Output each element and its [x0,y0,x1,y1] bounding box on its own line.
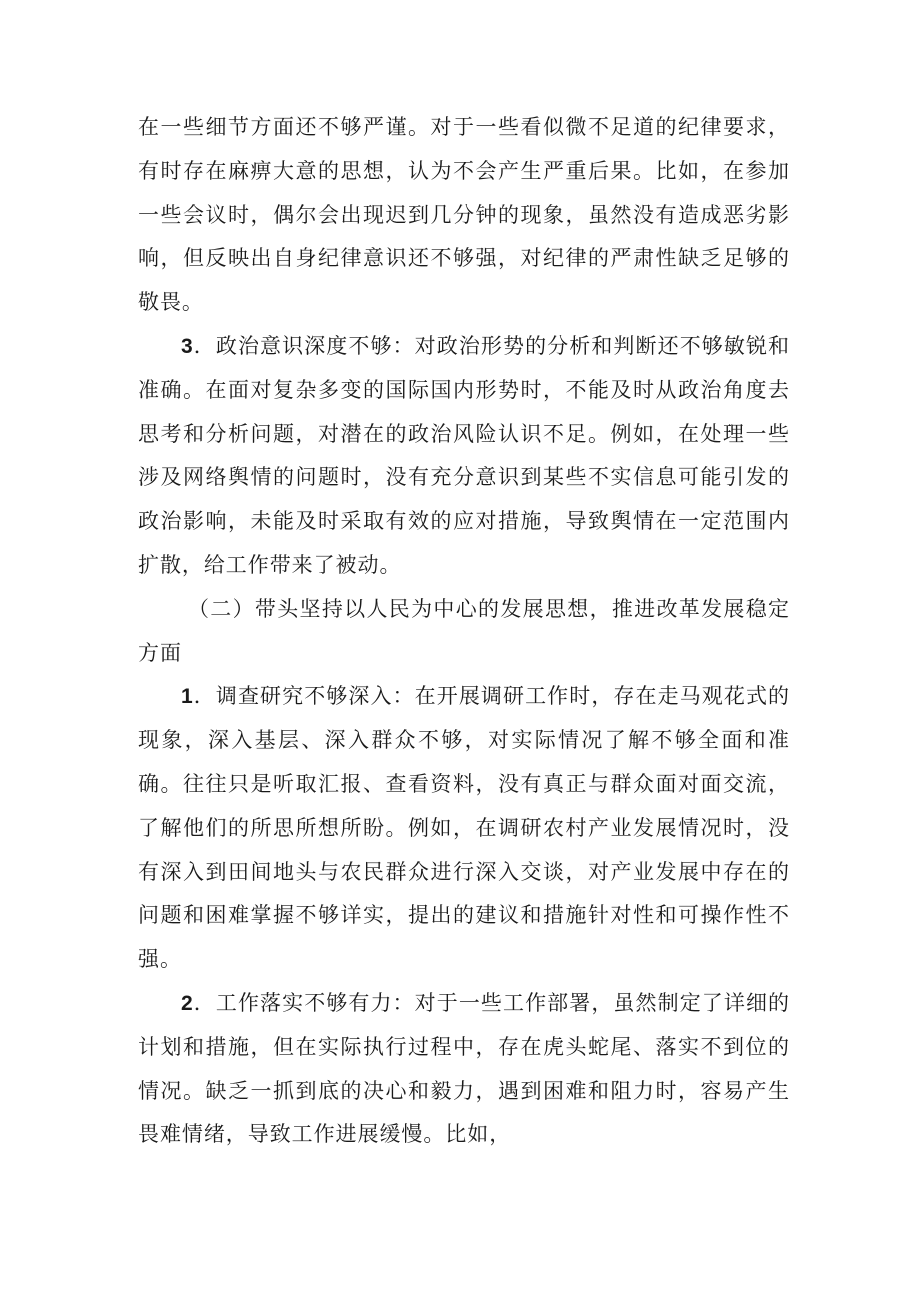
paragraph-continuation [138,106,790,325]
section-heading-text: （二）带头坚持以人民为中心的发展思想，推进改革发展稳定方面 [138,596,790,665]
paragraph-text: ．工作落实不够有力：对于一些工作部署，虽然制定了详细的计划和措施，但在实际执行过程中，存在虎头蛇尾、落实不到位的情况。缺乏一抓到底的决心和毅力，遇到困难和阻力时，容易产生畏难情绪，导致工作进展缓慢。比如， [138,990,790,1147]
item-number: 1 [181,685,194,709]
paragraph-item-1 [138,675,790,982]
paragraph-text: 在一些细节方面还不够严谨。对于一些看似微不足道的纪律要求，有时存在麻痹大意的思想，认为不会产生严重后果。比如，在参加一些会议时，偶尔会出现迟到几分钟的现象，虽然没有造成恶劣影响，但反映出自身纪律意识还不够强，对纪律的严肃性缺乏足够的敬畏。 [138,115,790,315]
item-number: 3 [181,334,194,358]
paragraph-item-2 [138,982,790,1157]
document-body [138,106,790,1157]
item-number: 2 [181,991,194,1015]
paragraph-item-3 [138,325,790,588]
paragraph-text: ．政治意识深度不够：对政治形势的分析和判断还不够敏锐和准确。在面对复杂多变的国际国内形势时，不能及时从政治角度去思考和分析问题，对潜在的政治风险认识不足。例如，在处理一些涉及网络舆情的问题时，没有充分意识到某些不实信息可能引发的政治影响，未能及时采取有效的应对措施，导致舆情在一定范围内扩散，给工作带来了被动。 [138,333,790,577]
section-heading [138,588,790,676]
paragraph-text: ．调查研究不够深入：在开展调研工作时，存在走马观花式的现象，深入基层、深入群众不够，对实际情况了解不够全面和准确。往往只是听取汇报、查看资料，没有真正与群众面对面交流，了解他们的所思所想所盼。例如，在调研农村产业发展情况时，没有深入到田间地头与农民群众进行深入交谈，对产业发展中存在的问题和困难掌握不够详实，提出的建议和措施针对性和可操作性不强。 [138,684,790,972]
